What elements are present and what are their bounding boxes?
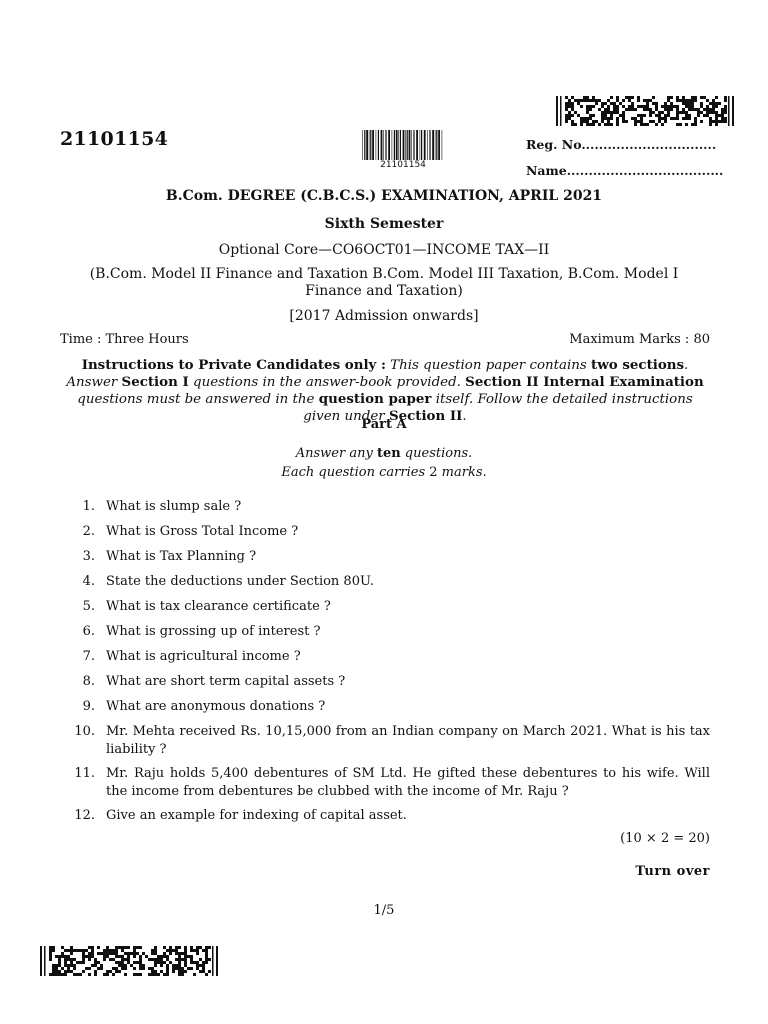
question-text: What is slump sale ? bbox=[106, 499, 242, 514]
barcode-center bbox=[362, 130, 444, 160]
instructions-text: questions must be answered in the bbox=[77, 392, 319, 407]
instructions-paragraph bbox=[60, 357, 710, 425]
instructions-text: questions in the answer-book provided. bbox=[188, 375, 466, 390]
question-text: What is agricultural income ? bbox=[106, 649, 301, 664]
question-number: 11. bbox=[74, 766, 95, 781]
answer-instruction-text: Answer any bbox=[295, 446, 377, 461]
marks-total: (10 × 2 = 20) bbox=[620, 831, 710, 846]
question-text: What is tax clearance certificate ? bbox=[106, 599, 331, 614]
question-number: 1. bbox=[82, 499, 95, 514]
question-item bbox=[60, 765, 710, 801]
question-item bbox=[60, 598, 710, 616]
instructions-text: itself. Follow the detailed instructions given under bbox=[303, 392, 693, 424]
question-text: Mr. Mehta received Rs. 10,15,000 from an Indian company on March 2021. What is his tax liability ? bbox=[106, 724, 710, 757]
marks-per-question: 2 bbox=[429, 465, 438, 480]
question-item bbox=[60, 698, 710, 716]
barcode-bottom-left bbox=[40, 946, 218, 976]
part-a-heading: Part A bbox=[361, 417, 407, 432]
question-text: What are short term capital assets ? bbox=[106, 674, 346, 689]
question-number: 2. bbox=[82, 524, 95, 539]
question-item bbox=[60, 623, 710, 641]
question-number: 8. bbox=[82, 674, 95, 689]
instructions-text: . Answer bbox=[66, 358, 689, 390]
instructions-emphasis: Section II bbox=[388, 408, 463, 424]
marks-instruction bbox=[0, 465, 768, 480]
semester: Sixth Semester bbox=[324, 216, 444, 232]
question-number: 5. bbox=[82, 599, 95, 614]
instructions-emphasis: question paper bbox=[318, 391, 432, 407]
answer-instruction bbox=[0, 446, 768, 461]
answer-instruction-text: questions. bbox=[400, 446, 473, 461]
page-number: 1/5 bbox=[373, 903, 395, 918]
question-item bbox=[60, 498, 710, 516]
question-list bbox=[60, 491, 710, 825]
instructions-emphasis: Section I bbox=[121, 374, 189, 390]
question-text: Mr. Raju holds 5,400 debentures of SM Ltd. He gifted these debentures to his wife. Will the income from debentures be clubbed with the income of Mr. Raju ? bbox=[106, 766, 710, 799]
question-text: What is Tax Planning ? bbox=[106, 549, 257, 564]
question-text: What is Gross Total Income ? bbox=[106, 524, 299, 539]
exam-title: B.Com. DEGREE (C.B.C.S.) EXAMINATION, APRIL 2021 bbox=[165, 188, 603, 204]
question-number: 9. bbox=[82, 699, 95, 714]
question-text: What is grossing up of interest ? bbox=[106, 624, 321, 639]
question-number: 12. bbox=[74, 808, 95, 823]
instructions-emphasis: Section II Internal Examination bbox=[465, 374, 704, 390]
question-number: 10. bbox=[74, 724, 95, 739]
question-item bbox=[60, 523, 710, 541]
instructions-emphasis: two sections bbox=[591, 357, 685, 373]
answer-count: ten bbox=[376, 446, 401, 461]
question-item bbox=[60, 673, 710, 691]
question-text: State the deductions under Section 80U. bbox=[106, 574, 374, 589]
admission-note: [2017 Admission onwards] bbox=[289, 308, 479, 324]
marks-instruction-text: Each question carries bbox=[281, 465, 430, 480]
marks-instruction-text: marks. bbox=[437, 465, 487, 480]
turn-over-label: Turn over bbox=[635, 864, 710, 879]
barcode-top-right bbox=[556, 96, 734, 126]
instructions-text: . bbox=[462, 409, 467, 424]
instructions-text: This question paper contains bbox=[385, 358, 592, 373]
question-text: Give an example for indexing of capital asset. bbox=[106, 808, 407, 823]
question-item bbox=[60, 807, 710, 825]
question-number: 3. bbox=[82, 549, 95, 564]
question-item bbox=[60, 573, 710, 591]
question-item bbox=[60, 548, 710, 566]
name-field: Name.................................... bbox=[526, 163, 724, 178]
question-paper-code: 21101154 bbox=[60, 128, 169, 150]
question-number: 4. bbox=[82, 574, 95, 589]
question-text: What are anonymous donations ? bbox=[106, 699, 326, 714]
instructions-lead: Instructions to Private Candidates only : bbox=[81, 357, 386, 373]
course-title: Optional Core—CO6OCT01—INCOME TAX—II bbox=[218, 242, 550, 258]
question-item bbox=[60, 648, 710, 666]
maximum-marks: Maximum Marks : 80 bbox=[569, 332, 710, 347]
question-number: 6. bbox=[82, 624, 95, 639]
reg-no-field: Reg. No............................... bbox=[526, 137, 717, 152]
programmes-line: (B.Com. Model II Finance and Taxation B.Com. Model III Taxation, B.Com. Model I Finance and Taxation) bbox=[89, 266, 679, 299]
time-allowed: Time : Three Hours bbox=[60, 332, 189, 347]
question-number: 7. bbox=[82, 649, 95, 664]
barcode-caption: 21101154 bbox=[380, 160, 426, 170]
question-item bbox=[60, 723, 710, 759]
